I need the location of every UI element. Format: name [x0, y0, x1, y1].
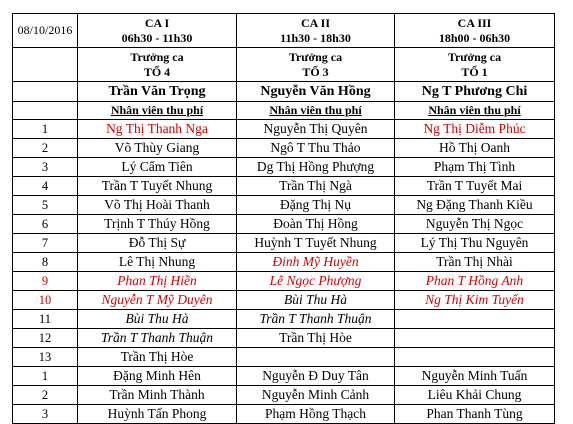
shift-1-staff[interactable]: Bùi Thu Hà: [78, 310, 237, 329]
shift-1-staff[interactable]: Ng Thị Thanh Nga: [78, 120, 237, 139]
table-row: [13, 405, 555, 424]
shift-1-staff[interactable]: Lê Thị Nhung: [78, 253, 237, 272]
row-number[interactable]: 8: [13, 253, 78, 272]
shift-2-staff[interactable]: Nguyễn Thị Quyên: [237, 120, 395, 139]
shift-3-staff[interactable]: Trần T Tuyết Mai: [395, 177, 555, 196]
shift-1-staff[interactable]: Phan Thị Hiền: [78, 272, 237, 291]
shift-2-staff[interactable]: [237, 348, 395, 367]
leader-row-blank[interactable]: [13, 82, 78, 102]
shift-3-staff[interactable]: Trần Thị Nhài: [395, 253, 555, 272]
shift-2-staff[interactable]: Nguyễn Minh Cảnh: [237, 386, 395, 405]
shift-2-staff[interactable]: Huỳnh T Tuyết Nhung: [237, 234, 395, 253]
table-row: [13, 139, 555, 158]
table-row: [13, 291, 555, 310]
shift-3-staff[interactable]: Phan Thanh Tùng: [395, 405, 555, 424]
shift-2-staff[interactable]: Ngô T Thu Thảo: [237, 139, 395, 158]
shift-2-staff[interactable]: Trần Thị Hòe: [237, 329, 395, 348]
shift-2-staff-label[interactable]: Nhân viên thu phí: [237, 102, 395, 120]
shift-3-staff[interactable]: Phạm Thị Tình: [395, 158, 555, 177]
date-cell[interactable]: 08/10/2016: [13, 14, 78, 48]
leader-row: [13, 82, 555, 102]
shift-1-leader[interactable]: Trần Văn Trọng: [78, 82, 237, 102]
shift-3-header[interactable]: [395, 14, 555, 48]
shift-3-staff[interactable]: Ng Đặng Thanh Kiều: [395, 196, 555, 215]
shift-2-staff[interactable]: Đặng Thị Nụ: [237, 196, 395, 215]
table-row: [13, 215, 555, 234]
row-number[interactable]: 12: [13, 329, 78, 348]
shift-1-name: CA I: [144, 15, 170, 30]
shift-3-staff[interactable]: Hồ Thị Oanh: [395, 139, 555, 158]
row-number[interactable]: 3: [13, 158, 78, 177]
table-row: [13, 272, 555, 291]
shift-3-staff[interactable]: [395, 348, 555, 367]
shift-3-staff[interactable]: Nguyễn Thị Ngọc: [395, 215, 555, 234]
row-number[interactable]: 3: [13, 405, 78, 424]
shift-1-leader-label: Trưởng ca: [130, 49, 184, 64]
shift-3-leader-label: Trưởng ca: [447, 49, 502, 64]
table-row: [13, 196, 555, 215]
row-number[interactable]: 11: [13, 310, 78, 329]
shift-3-staff[interactable]: Liêu Khải Chung: [395, 386, 555, 405]
row-number[interactable]: 4: [13, 177, 78, 196]
shift-2-staff[interactable]: Lê Ngọc Phượng: [237, 272, 395, 291]
shift-2-name: CA II: [300, 15, 330, 30]
table-row: [13, 158, 555, 177]
shift-1-staff-label[interactable]: Nhân viên thu phí: [78, 102, 237, 120]
shift-1-staff[interactable]: Võ Thị Hoài Thanh: [78, 196, 237, 215]
shift-2-leader[interactable]: Nguyễn Văn Hồng: [237, 82, 395, 102]
shift-2-staff[interactable]: Phạm Hồng Thạch: [237, 405, 395, 424]
shift-3-staff[interactable]: Ng Thị Kim Tuyến: [395, 291, 555, 310]
shift-1-staff[interactable]: Trần T Thanh Thuận: [78, 329, 237, 348]
row-number[interactable]: 1: [13, 367, 78, 386]
shift-2-staff[interactable]: Trần Thị Ngà: [237, 177, 395, 196]
shift-3-team[interactable]: [395, 48, 555, 82]
row-number[interactable]: 1: [13, 120, 78, 139]
shift-1-staff[interactable]: Lý Cẩm Tiên: [78, 158, 237, 177]
table-row: [13, 367, 555, 386]
shift-2-staff[interactable]: Đoàn Thị Hồng: [237, 215, 395, 234]
shift-1-header[interactable]: [78, 14, 237, 48]
shift-3-name: CA III: [457, 15, 492, 30]
shift-2-staff[interactable]: Dg Thị Hồng Phượng: [237, 158, 395, 177]
shift-2-header[interactable]: [237, 14, 395, 48]
table-row: [13, 386, 555, 405]
shift-3-staff[interactable]: Ng Thị Diễm Phúc: [395, 120, 555, 139]
shift-3-staff[interactable]: Lý Thị Thu Nguyên: [395, 234, 555, 253]
row-number[interactable]: 2: [13, 386, 78, 405]
row-number[interactable]: 13: [13, 348, 78, 367]
shift-1-staff[interactable]: Trần T Tuyết Nhung: [78, 177, 237, 196]
row-number[interactable]: 2: [13, 139, 78, 158]
shift-2-staff[interactable]: Trần T Thanh Thuận: [237, 310, 395, 329]
table-row: [13, 310, 555, 329]
shift-1-staff[interactable]: Nguyễn T Mỹ Duyên: [78, 291, 237, 310]
shift-roster-table: [12, 13, 555, 424]
shift-1-team[interactable]: [78, 48, 237, 82]
table-row: [13, 253, 555, 272]
shift-1-staff[interactable]: Huỳnh Tấn Phong: [78, 405, 237, 424]
shift-2-staff[interactable]: Bùi Thu Hà: [237, 291, 395, 310]
row-number[interactable]: 10: [13, 291, 78, 310]
staff-label-blank[interactable]: [13, 102, 78, 120]
shift-2-staff[interactable]: Đinh Mỹ Huyền: [237, 253, 395, 272]
table-row: [13, 120, 555, 139]
shift-2-time: 11h30 - 18h30: [280, 30, 351, 45]
team-row: [13, 48, 555, 82]
shift-3-staff[interactable]: [395, 310, 555, 329]
shift-2-leader-label: Trưởng ca: [288, 49, 343, 64]
shift-1-staff[interactable]: Đỗ Thị Sự: [78, 234, 237, 253]
row-number[interactable]: 7: [13, 234, 78, 253]
staff-label-row: [13, 102, 555, 120]
team-row-blank[interactable]: [13, 48, 78, 82]
table-row: [13, 177, 555, 196]
table-row: [13, 348, 555, 367]
shift-3-team-name: TỔ 1: [461, 64, 488, 79]
shift-3-staff[interactable]: [395, 329, 555, 348]
shift-1-staff[interactable]: Đặng Minh Hên: [78, 367, 237, 386]
table-row: [13, 329, 555, 348]
shift-2-staff[interactable]: Nguyễn Đ Duy Tân: [237, 367, 395, 386]
shift-1-time: 06h30 - 11h30: [121, 30, 193, 45]
shift-3-staff-label[interactable]: Nhân viên thu phí: [395, 102, 555, 120]
shift-3-leader[interactable]: Ng T Phương Chi: [395, 82, 555, 102]
row-number[interactable]: 6: [13, 215, 78, 234]
shift-2-team[interactable]: [237, 48, 395, 82]
shift-3-staff[interactable]: Phan T Hồng Anh: [395, 272, 555, 291]
shift-1-staff[interactable]: Võ Thùy Giang: [78, 139, 237, 158]
shift-3-time: 18h00 - 06h30: [438, 30, 511, 45]
shift-header-row: [13, 14, 555, 48]
shift-1-staff[interactable]: Trần Minh Thành: [78, 386, 237, 405]
shift-1-staff[interactable]: Trần Thị Hòe: [78, 348, 237, 367]
row-number[interactable]: 9: [13, 272, 78, 291]
row-number[interactable]: 5: [13, 196, 78, 215]
shift-1-team-name: TỔ 4: [143, 64, 171, 79]
shift-2-team-name: TỔ 3: [302, 64, 329, 79]
shift-3-staff[interactable]: Nguyễn Minh Tuấn: [395, 367, 555, 386]
shift-1-staff[interactable]: Trịnh T Thúy Hồng: [78, 215, 237, 234]
table-row: [13, 234, 555, 253]
